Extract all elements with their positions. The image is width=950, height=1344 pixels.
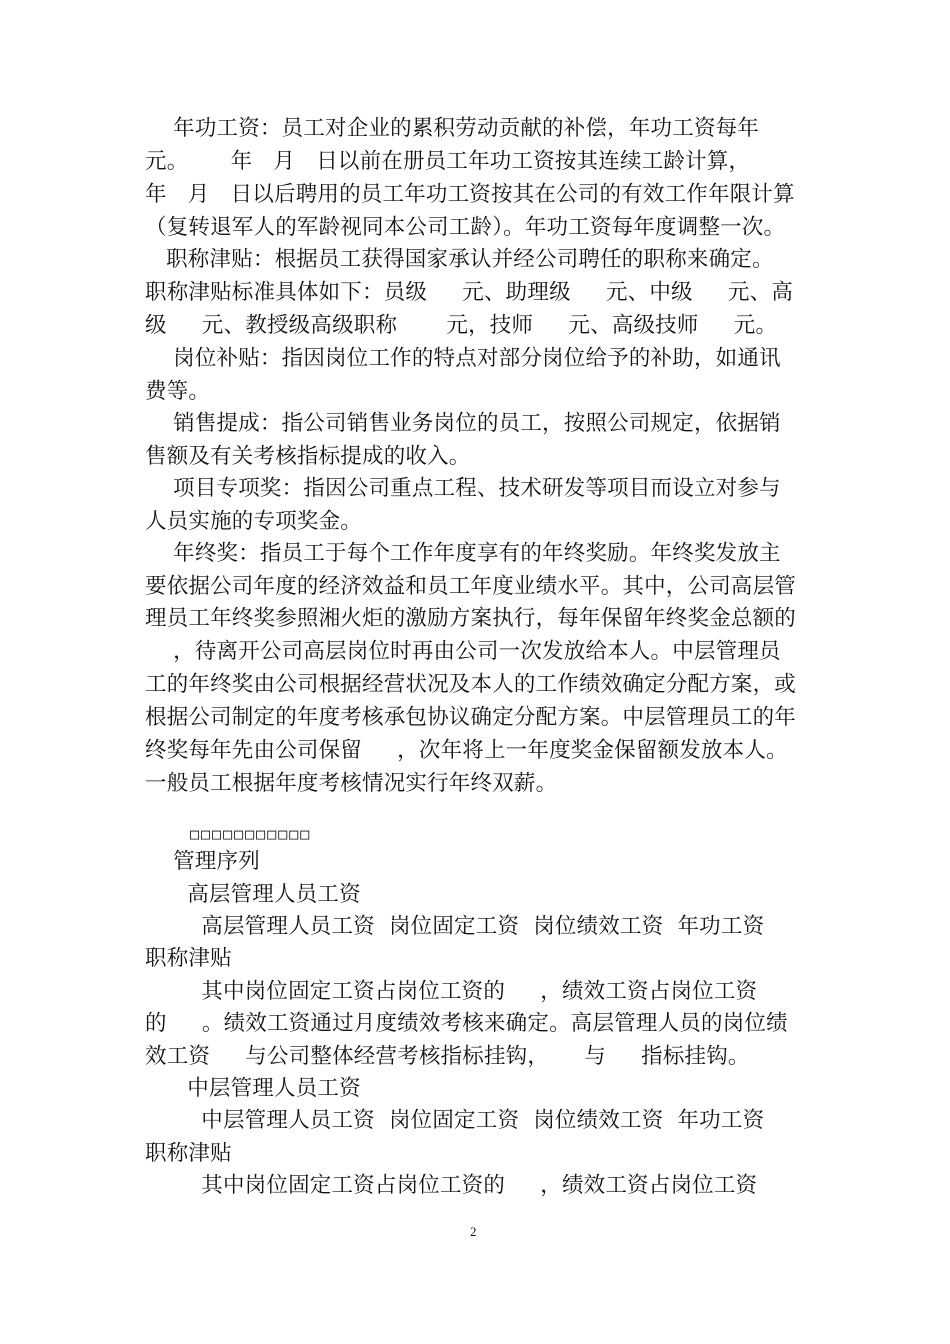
paragraph-line: 理员工年终奖参照湘火炬的激励方案执行，每年保留年终奖金总额的 bbox=[145, 606, 797, 631]
section-line: 中层管理人员工资 bbox=[145, 1076, 361, 1101]
paragraph-line: 终奖每年先由公司保留 ，次年将上一年度奖金保留额发放本人。 bbox=[145, 738, 788, 763]
section-line: 职称津贴 bbox=[145, 1141, 232, 1166]
paragraph-line: 销售提成：指公司销售业务岗位的员工，按照公司规定，依据销 bbox=[145, 411, 781, 436]
section-line: 效工资 与公司整体经营考核指标挂钩， 与 指标挂钩。 bbox=[145, 1044, 750, 1069]
section-line: 其中岗位固定工资占岗位工资的 ，绩效工资占岗位工资 bbox=[145, 1173, 758, 1198]
garbled-heading: □□□□□□□□□□□ bbox=[190, 825, 312, 843]
section-line: 职称津贴 bbox=[145, 946, 232, 971]
paragraph-line: 项目专项奖：指因公司重点工程、技术研发等项目而设立对参与 bbox=[145, 476, 781, 501]
section-line: 的 。绩效工资通过月度绩效考核来确定。高层管理人员的岗位绩 bbox=[145, 1011, 788, 1036]
section-line: 管理序列 bbox=[145, 849, 260, 874]
page-number: 2 bbox=[470, 1224, 477, 1239]
paragraph-line: 人员实施的专项奖金。 bbox=[145, 509, 363, 534]
section-line: 高层管理人员工资 bbox=[145, 882, 361, 907]
paragraph-line: 职称津贴标准具体如下：员级 元、助理级 元、中级 元、高 bbox=[145, 280, 794, 305]
paragraph-line: （复转退军人的军龄视同本公司工龄）。年功工资每年度调整一次。 bbox=[145, 215, 786, 240]
paragraph-line: 售额及有关考核指标提成的收入。 bbox=[145, 444, 471, 469]
paragraph-line: 年 月 日以后聘用的员工年功工资按其在公司的有效工作年限计算 bbox=[145, 182, 795, 207]
paragraph-line: 年终奖：指员工于每个工作年度享有的年终奖励。年终奖发放主 bbox=[145, 541, 781, 566]
paragraph-line: 费等。 bbox=[145, 379, 211, 404]
paragraph-line: 一般员工根据年度考核情况实行年终双薪。 bbox=[145, 771, 558, 796]
paragraph-line: 职称津贴：根据员工获得国家承认并经公司聘任的职称来确定。 bbox=[145, 247, 774, 272]
paragraph-line: 工的年终奖由公司根据经营状况及本人的工作绩效确定分配方案，或 bbox=[145, 672, 797, 697]
paragraph-line: ，待离开公司高层岗位时再由公司一次发放给本人。中层管理员 bbox=[145, 639, 781, 664]
paragraph-line: 要依据公司年度的经济效益和员工年度业绩水平。其中，公司高层管 bbox=[145, 574, 797, 599]
paragraph-line: 年功工资：员工对企业的累积劳动贡献的补偿，年功工资每年 bbox=[145, 116, 760, 141]
paragraph-line: 级 元、教授级高级职称 元，技师 元、高级技师 元。 bbox=[145, 313, 778, 338]
section-line: 中层管理人员工资 岗位固定工资 岗位绩效工资 年功工资 bbox=[145, 1108, 765, 1133]
paragraph-line: 根据公司制定的年度考核承包协议确定分配方案。中层管理员工的年 bbox=[145, 705, 797, 730]
paragraph-line: 岗位补贴：指因岗位工作的特点对部分岗位给予的补助，如通讯 bbox=[145, 346, 781, 371]
section-line: 高层管理人员工资 岗位固定工资 岗位绩效工资 年功工资 bbox=[145, 914, 765, 939]
section-line: 其中岗位固定工资占岗位工资的 ，绩效工资占岗位工资 bbox=[145, 979, 758, 1004]
paragraph-line: 元。 年 月 日以前在册员工年功工资按其连续工龄计算， bbox=[145, 149, 751, 174]
